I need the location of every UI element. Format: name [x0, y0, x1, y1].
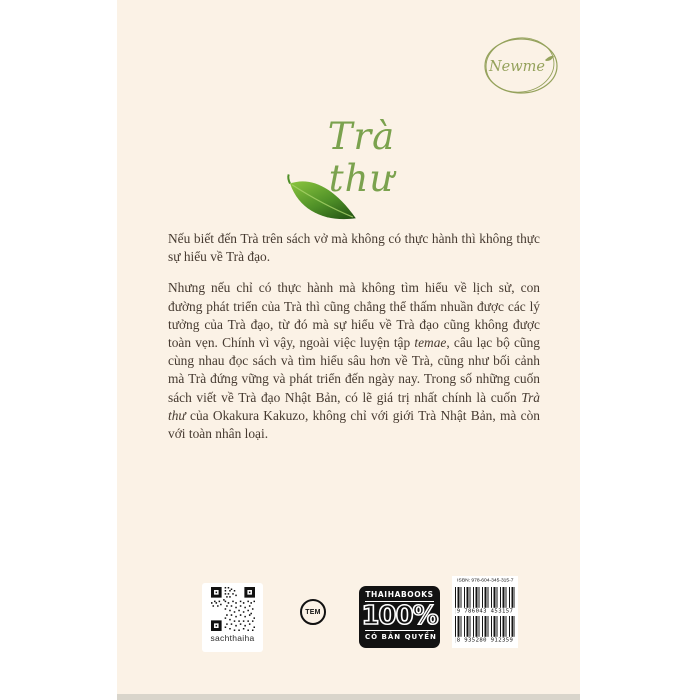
- title-line-2: thư: [328, 157, 395, 200]
- title-line-1: Trà: [327, 115, 396, 158]
- isbn-text: ISBN: 978-604-345-315-7: [456, 578, 514, 583]
- ean-barcode-digits: 8 935280 912359: [456, 636, 514, 644]
- isbn-barcode-digits: 9 786043 453157: [456, 607, 514, 615]
- tem-seal: [300, 599, 326, 625]
- description-para-1: Nếu biết đến Trà trên sách vở mà không có thực hành thì không thực sự hiểu về Trà đạo.: [168, 231, 540, 265]
- ean-barcode: [455, 616, 515, 643]
- qr-code-block: [202, 583, 263, 652]
- leaf-icon: [283, 173, 364, 226]
- logo-circle-icon: [479, 34, 563, 98]
- description-para-2: Nhưng nếu chỉ có thực hành mà không tìm hiểu về lịch sử, con đường phát triển của Trà thì cũng chẳng thể thấm nhuần được các lý tưởng của Trà đạo, từ đó mà sự hiểu về Trà đạo cũng không được toàn vẹn. Chính vì vậy, ngoài việc luyện tập temae, câu lạc bộ cũng cùng nhau đọc sách và tìm hiểu sâu hơn về Trà, cũng như bối cảnh mà Trà đứng vững và phát triển đến ngày nay. Trong số những cuốn sách viết về Trà đạo Nhật Bản, có lẽ giá trị nhất chính là cuốn Trà thư của Okakura Kakuzo, không chỉ với giới Trà Nhật Bản, mà còn với toàn nhân loại.: [168, 280, 540, 442]
- copyright-stamp: [359, 586, 440, 648]
- barcode-label: [452, 576, 518, 648]
- newme-logo: [479, 34, 563, 98]
- tem-label: TEM: [305, 608, 321, 616]
- book-back-cover: [117, 0, 580, 700]
- stamp-copyright-text: CÓ BẢN QUYỀN: [365, 630, 434, 641]
- stamp-percent: 100%: [361, 601, 438, 631]
- book-bottom-edge: [117, 694, 580, 700]
- qr-code-icon: [211, 587, 255, 631]
- isbn-barcode: [455, 587, 515, 614]
- stamp-publisher: THAIHABOOKS: [365, 590, 434, 602]
- logo-text: Newme: [488, 59, 546, 75]
- description-text: [168, 230, 540, 456]
- qr-caption: sachthaiha: [210, 633, 255, 643]
- logo-leaf-icon: [545, 56, 554, 61]
